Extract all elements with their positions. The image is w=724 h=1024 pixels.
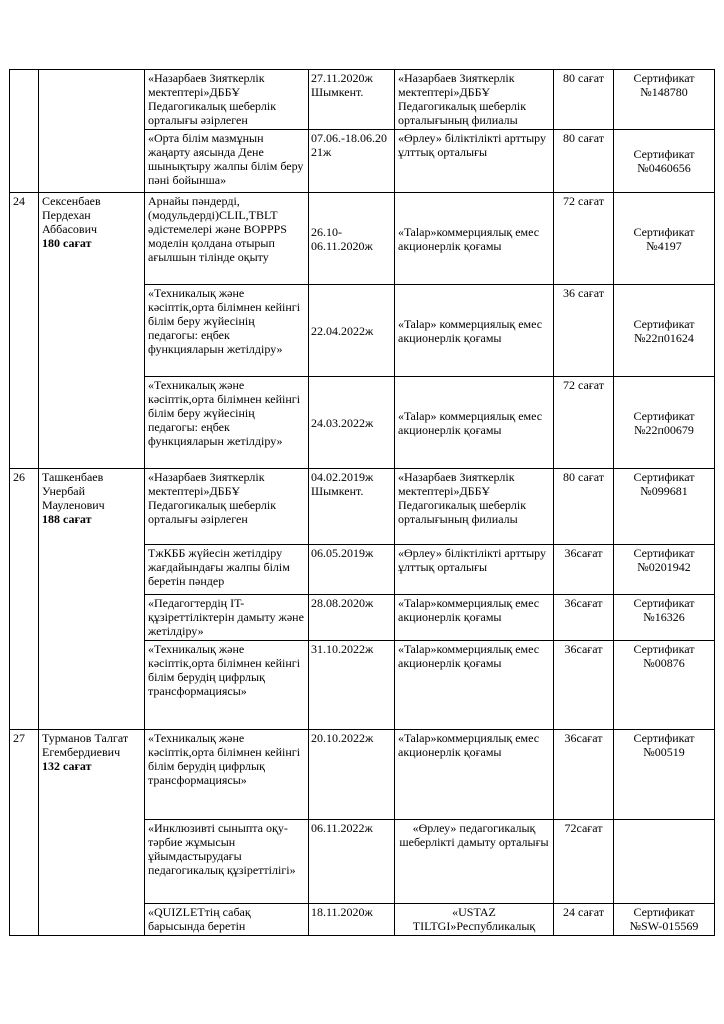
certificate: Сертификат №22п01624 bbox=[614, 285, 715, 377]
person-name: Турманов Талгат Егембердиевич bbox=[42, 731, 129, 759]
course-hours: 72 сағат bbox=[554, 193, 614, 285]
person-total-hours: 180 сағат bbox=[42, 236, 92, 250]
course-hours: 36сағат bbox=[554, 595, 614, 641]
row-number: 27 bbox=[10, 730, 39, 936]
course-title: «QUIZLETтің сабақ барысында беретін bbox=[145, 904, 309, 936]
course-hours: 36сағат bbox=[554, 641, 614, 730]
certificate: Сертификат №148780 bbox=[614, 70, 715, 130]
course-organization: «Talap» коммерциялық емес акционерлік қоғамы bbox=[395, 285, 554, 377]
row-number: 24 bbox=[10, 193, 39, 469]
course-title: «Техникалық және кәсіптік,орта білімнен кейінгі білім берудің цифрлық трансформациясы» bbox=[145, 730, 309, 820]
row-number: 26 bbox=[10, 469, 39, 730]
training-table bbox=[9, 69, 715, 936]
course-hours: 24 сағат bbox=[554, 904, 614, 936]
person-name: Сексенбаев Пердехан Аббасович bbox=[42, 194, 101, 236]
course-dates: 06.11.2022ж bbox=[309, 820, 395, 904]
course-dates: 07.06.-18.06.2021ж bbox=[309, 130, 395, 193]
course-title: «Назарбаев Зияткерлік мектептері»ДББҰ Педагогикалық шеберлік орталығы әзірлеген bbox=[145, 469, 309, 545]
table-row bbox=[10, 469, 715, 545]
course-organization: «Назарбаев Зияткерлік мектептері»ДББҰ Педагогикалық шеберлік орталығының филиалы bbox=[395, 469, 554, 545]
course-organization: «Talap»коммерциялық емес акционерлік қоғамы bbox=[395, 641, 554, 730]
course-organization: «Назарбаев Зияткерлік мектептері»ДББҰ Педагогикалық шеберлік орталығының филиалы bbox=[395, 70, 554, 130]
course-dates: 28.08.2020ж bbox=[309, 595, 395, 641]
course-dates: 22.04.2022ж bbox=[309, 285, 395, 377]
certificate: Сертификат №0460656 bbox=[614, 130, 715, 193]
course-dates: 24.03.2022ж bbox=[309, 377, 395, 469]
course-dates: 20.10.2022ж bbox=[309, 730, 395, 820]
person-total-hours: 188 сағат bbox=[42, 512, 92, 526]
certificate bbox=[614, 820, 715, 904]
course-title: «Педагогтердің IT-құзіреттіліктерін дамыту және жетілдіру» bbox=[145, 595, 309, 641]
course-dates: 06.05.2019ж bbox=[309, 545, 395, 595]
table-row bbox=[10, 193, 715, 285]
course-organization: «Talap»коммерциялық емес акционерлік қоғамы bbox=[395, 193, 554, 285]
course-title: ТжКББ жүйесін жетілдіру жағдайындағы жалпы білім беретін пәндер bbox=[145, 545, 309, 595]
course-hours: 80 сағат bbox=[554, 70, 614, 130]
course-organization: «Өрлеу» біліктілікті арттыру ұлттық орталығы bbox=[395, 545, 554, 595]
certificate: Сертификат №099681 bbox=[614, 469, 715, 545]
person-name: Ташкенбаев Унербай Мауленович bbox=[42, 470, 105, 512]
certificate: Сертификат №0201942 bbox=[614, 545, 715, 595]
course-organization: «Talap»коммерциялық емес акционерлік қоғамы bbox=[395, 730, 554, 820]
course-title: «Техникалық және кәсіптік,орта білімнен кейінгі білім берудің цифрлық трансформациясы» bbox=[145, 641, 309, 730]
person-total-hours: 132 сағат bbox=[42, 759, 92, 773]
course-title: «Орта білім мазмұнын жаңарту аясында Дене шынықтыру жалпы білім беру пәні бойынша» bbox=[145, 130, 309, 193]
course-hours: 80 сағат bbox=[554, 469, 614, 545]
course-hours: 72 сағат bbox=[554, 377, 614, 469]
course-organization: «Өрлеу» педагогикалық шеберлікті дамыту орталығы bbox=[395, 820, 554, 904]
course-organization: «Өрлеу» біліктілікті арттыру ұлттық орталығы bbox=[395, 130, 554, 193]
person-cell bbox=[39, 193, 145, 469]
course-dates: 31.10.2022ж bbox=[309, 641, 395, 730]
course-title: Арнайы пәндерді, (модульдерді)CLIL,TBLT әдістемелері және BOPPPS моделін қолдана отырып ағылшын тілінде оқыту bbox=[145, 193, 309, 285]
course-title: «Инклюзивті сыныпта оқу-тәрбие жұмысын ұйымдастырудағы педагогикалық құзіреттілігі» bbox=[145, 820, 309, 904]
course-organization: «Talap»коммерциялық емес акционерлік қоғамы bbox=[395, 595, 554, 641]
certificate: Сертификат №00876 bbox=[614, 641, 715, 730]
certificate: Сертификат №16326 bbox=[614, 595, 715, 641]
course-dates: 04.02.2019ж Шымкент. bbox=[309, 469, 395, 545]
course-hours: 36сағат bbox=[554, 730, 614, 820]
course-hours: 72сағат bbox=[554, 820, 614, 904]
certificate: Сертификат №22п00679 bbox=[614, 377, 715, 469]
course-organization: «Talap» коммерциялық емес акционерлік қоғамы bbox=[395, 377, 554, 469]
course-title: «Назарбаев Зияткерлік мектептері»ДББҰ Педагогикалық шеберлік орталығы әзірлеген bbox=[145, 70, 309, 130]
course-title: «Техникалық және кәсіптік,орта білімнен кейінгі білім беру жүйесінің педагогы: еңбек функцияларын жетілдіру» bbox=[145, 377, 309, 469]
table-row bbox=[10, 730, 715, 820]
table-row bbox=[10, 70, 715, 130]
course-dates: 27.11.2020ж Шымкент. bbox=[309, 70, 395, 130]
course-organization: «USTAZ TILTGI»Республикалық bbox=[395, 904, 554, 936]
person-cell bbox=[39, 469, 145, 730]
course-dates: 18.11.2020ж bbox=[309, 904, 395, 936]
certificate: Сертификат №SW-015569 bbox=[614, 904, 715, 936]
course-hours: 80 сағат bbox=[554, 130, 614, 193]
person-cell bbox=[39, 730, 145, 936]
course-title: «Техникалық және кәсіптік,орта білімнен кейінгі білім беру жүйесінің педагогы: еңбек функцияларын жетілдіру» bbox=[145, 285, 309, 377]
person-cell bbox=[39, 70, 145, 193]
certificate: Сертификат №4197 bbox=[614, 193, 715, 285]
certificate: Сертификат №00519 bbox=[614, 730, 715, 820]
course-hours: 36 сағат bbox=[554, 285, 614, 377]
course-dates: 26.10-06.11.2020ж bbox=[309, 193, 395, 285]
course-hours: 36сағат bbox=[554, 545, 614, 595]
row-number bbox=[10, 70, 39, 193]
